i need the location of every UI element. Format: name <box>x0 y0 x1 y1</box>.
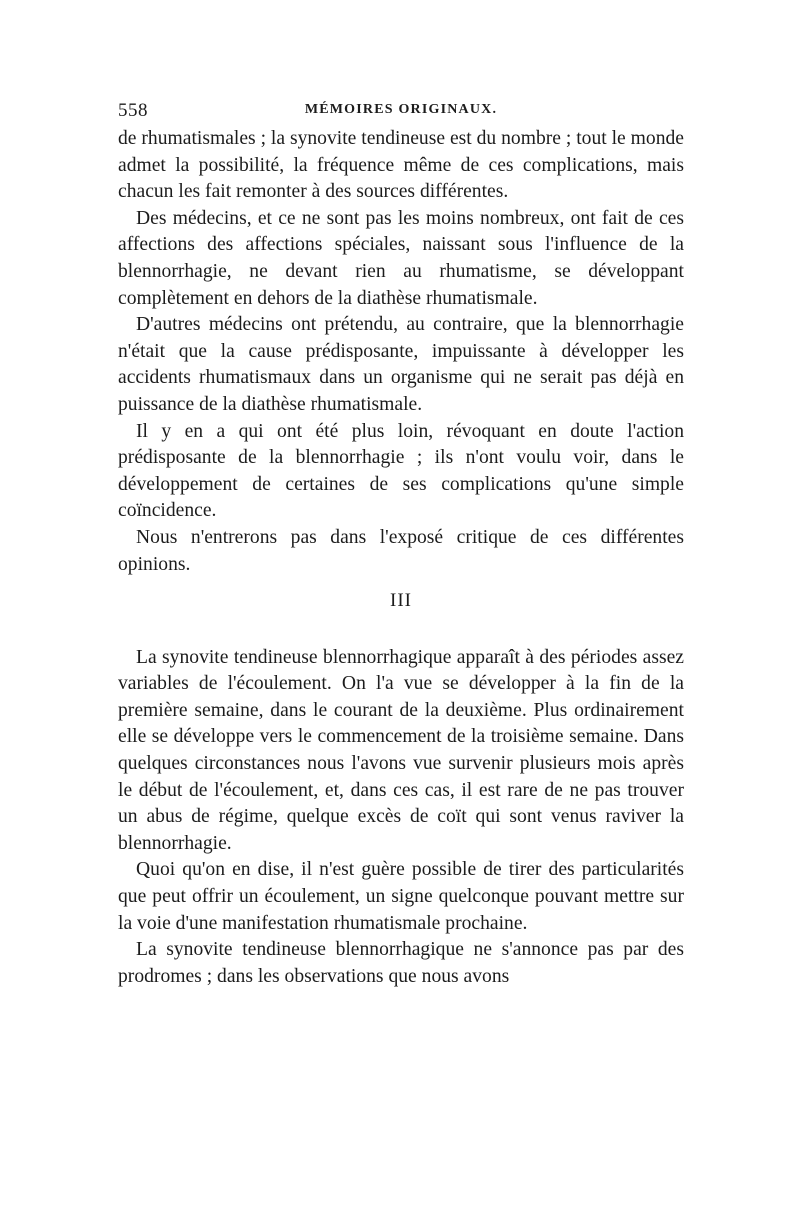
book-page <box>118 96 684 990</box>
paragraph-7: Quoi qu'on en dise, il n'est guère possible de tirer des particularités que peut offrir un écoulement, un signe quelconque pouvant mettre sur la voie d'une manifestation rhumatismale prochaine. <box>118 859 684 934</box>
paragraph-8: La synovite tendineuse blennorrhagique ne s'annonce pas par des prodromes ; dans les observations que nous avons <box>118 939 684 987</box>
paragraph-4: Il y en a qui ont été plus loin, révoquant en doute l'action prédisposante de la blennorrhagie ; ils n'ont voulu voir, dans le développement de certaines de ses complications qu'une simple coïncidence. <box>118 420 684 522</box>
page-number: 558 <box>118 100 148 121</box>
paragraph-3: D'autres médecins ont prétendu, au contraire, que la blennorrhagie n'était que la cause prédisposante, impuissante à développer les accidents rhumatismaux dans un organisme qui ne serait pas déjà en puissance de la diathèse rhumatismale. <box>118 314 684 415</box>
section-heading: III <box>390 590 412 612</box>
paragraph-5: Nous n'entrerons pas dans l'exposé critique de ces différentes opinions. <box>118 526 684 575</box>
page-body <box>118 126 684 990</box>
running-head: MÉMOIRES ORIGINAUX. <box>304 102 498 117</box>
paragraph-1: de rhumatismales ; la synovite tendineuse est du nombre ; tout le monde admet la possibilité, la fréquence même de ces complications, mais chacun les fait remonter à des sources différentes. <box>118 128 684 203</box>
page-header <box>118 96 684 126</box>
paragraph-6: La synovite tendineuse blennorrhagique apparaît à des périodes assez variables de l'écoulement. On l'a vue se développer à la fin de la première semaine, dans le courant de la deuxième. Plus ordinairement elle se développe vers le commencement de la troisième semaine. Dans quelques circonstances nous l'avons vue survenir plusieurs mois après le début de l'écoulement, et, dans ces cas, il est rare de ne pas trouver un abus de régime, quelque excès de coït qui sont venus raviver la blennorrhagie. <box>118 646 684 854</box>
paragraph-2: Des médecins, et ce ne sont pas les moins nombreux, ont fait de ces affections des affections spéciales, naissant sous l'influence de la blennorrhagie, ne devant rien au rhumatisme, se développant complètement en dehors de la diathèse rhumatismale. <box>118 207 684 309</box>
